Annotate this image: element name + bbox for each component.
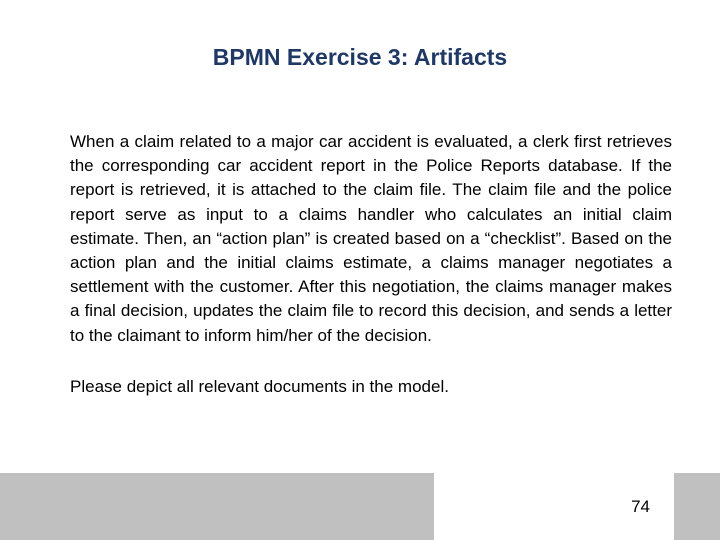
exercise-instruction: Please depict all relevant documents in the model. [70, 376, 449, 396]
exercise-description: When a claim related to a major car accident is evaluated, a clerk first retrieves the corresponding car accident report in the Police Reports database. If the report is retrieved, it is attached to the claim file. The claim file and the police report serve as input to a claims handler who calculates an initial claim estimate. Then, an “action plan” is created based on a “checklist”. Based on the action plan and the initial claims estimate, a claims manager negotiates a settlement with the customer. After this negotiation, the claims manager makes a final decision, updates the claim file to record this decision, and sends a letter to the claimant to inform him/her of the decision. [70, 132, 672, 345]
page-number: 74 [631, 497, 650, 516]
slide-body [70, 130, 672, 399]
page-number-box [434, 473, 674, 540]
footer-bar [0, 473, 720, 540]
slide-title: BPMN Exercise 3: Artifacts [212, 44, 508, 70]
